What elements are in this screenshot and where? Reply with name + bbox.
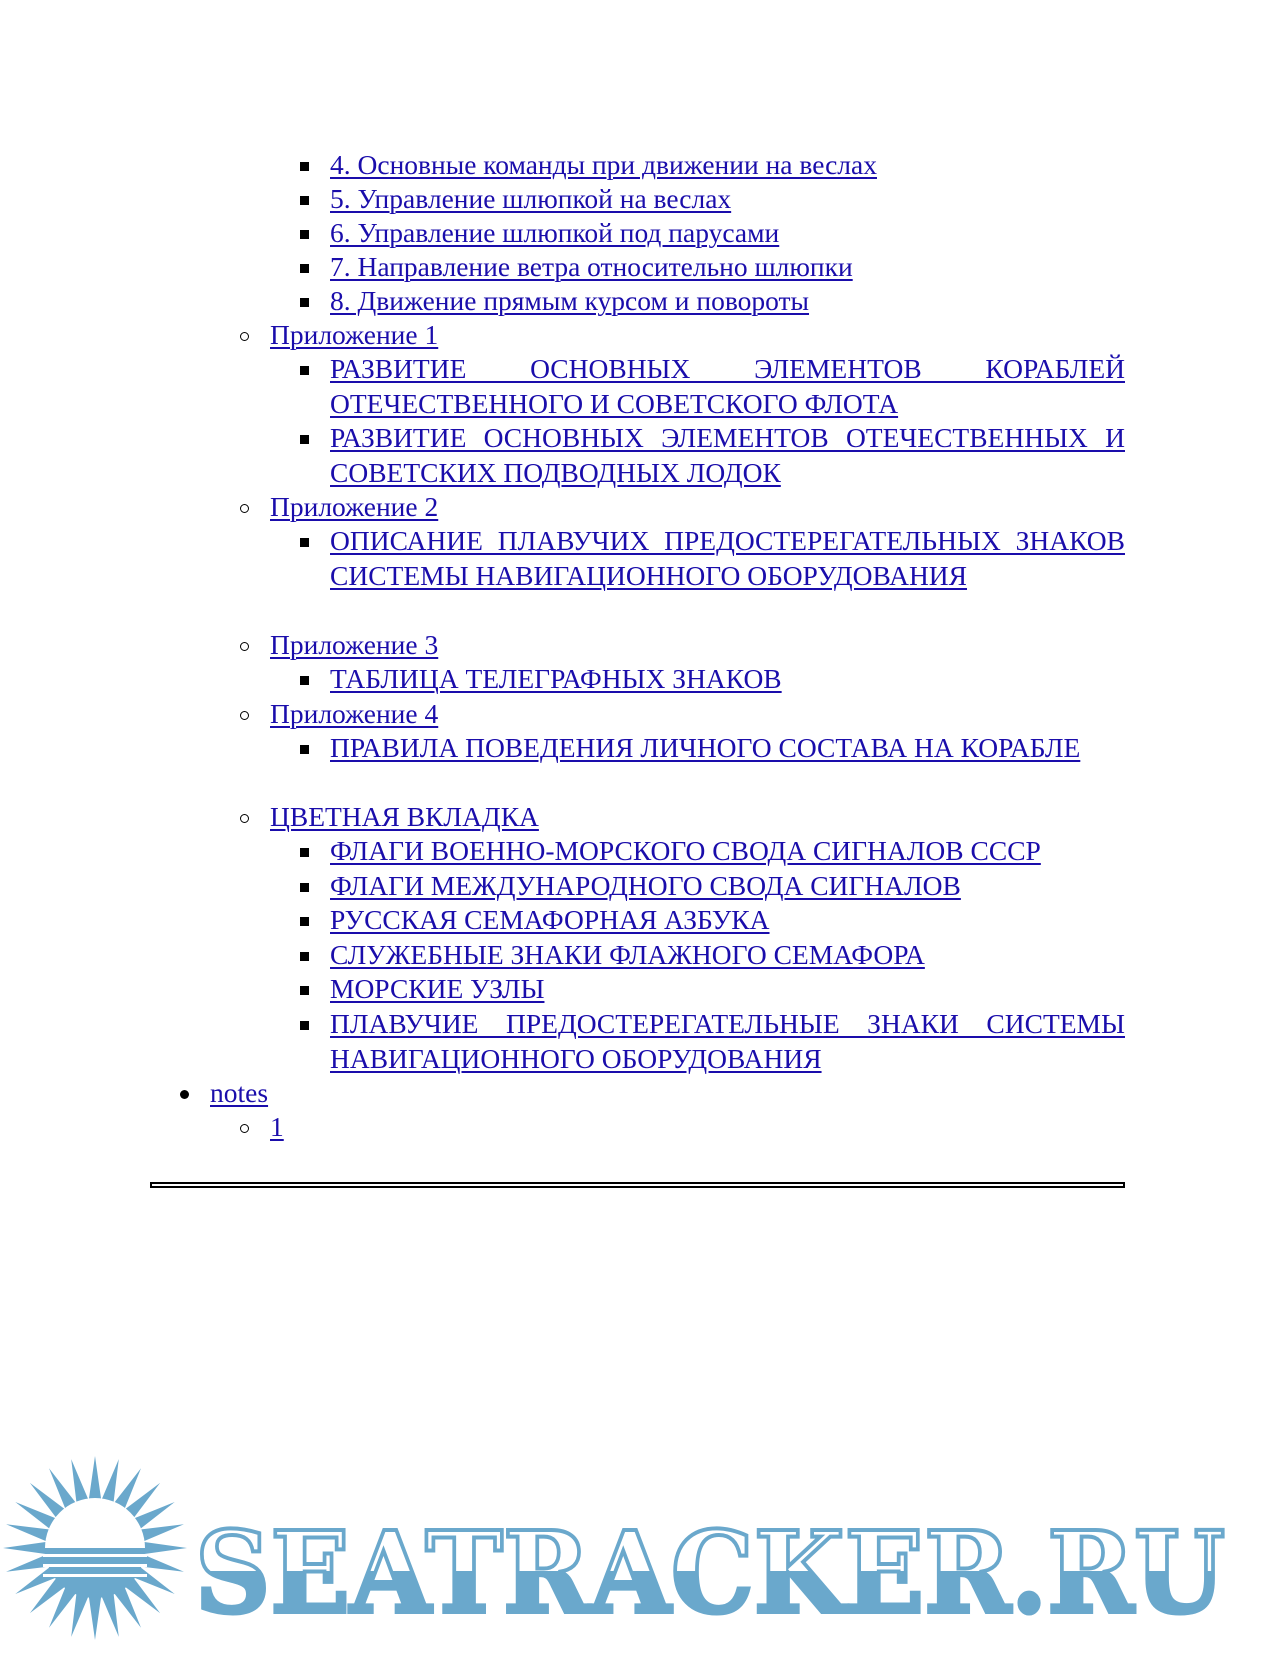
- toc-item: [330, 352, 1125, 421]
- toc-item: [270, 1110, 284, 1145]
- toc-item: [330, 834, 1041, 869]
- toc-link[interactable]: 7. Направление ветра относительно шлюпки: [330, 251, 853, 282]
- toc-link[interactable]: 1: [270, 1111, 284, 1142]
- sun-wave-line: [43, 1574, 147, 1577]
- toc-item: [330, 524, 1125, 593]
- toc-link[interactable]: 8. Движение прямым курсом и повороты: [330, 285, 810, 316]
- bullet-square-icon: [300, 230, 309, 239]
- bullet-circle-icon: [240, 814, 249, 823]
- toc-link[interactable]: ПРАВИЛА ПОВЕДЕНИЯ ЛИЧНОГО СОСТАВА НА КОРАБЛЕ: [330, 732, 1081, 763]
- toc-link[interactable]: РАЗВИТИЕ ОСНОВНЫХ ЭЛЕМЕНТОВ КОРАБЛЕЙ ОТЕЧЕСТВЕННОГО И СОВЕТСКОГО ФЛОТА: [330, 353, 1125, 419]
- bullet-square-icon: [300, 162, 309, 171]
- toc-item: [330, 250, 853, 285]
- toc-link[interactable]: ПЛАВУЧИЕ ПРЕДОСТЕРЕГАТЕЛЬНЫЕ ЗНАКИ СИСТЕМЫ НАВИГАЦИОННОГО ОБОРУДОВАНИЯ: [330, 1008, 1125, 1074]
- toc-item: [330, 938, 925, 973]
- bullet-square-icon: [300, 745, 309, 754]
- toc-item: [330, 972, 544, 1007]
- bullet-square-icon: [300, 264, 309, 273]
- bullet-circle-icon: [240, 1124, 249, 1133]
- toc-item: [330, 903, 770, 938]
- bullet-circle-icon: [240, 504, 249, 513]
- toc-link[interactable]: Приложение 2: [270, 491, 439, 522]
- toc-item: [330, 662, 782, 697]
- sun-wave-line: [43, 1564, 147, 1567]
- toc-link[interactable]: Приложение 4: [270, 698, 439, 729]
- toc-link[interactable]: ОПИСАНИЕ ПЛАВУЧИХ ПРЕДОСТЕРЕГАТЕЛЬНЫХ ЗНАКОВ СИСТЕМЫ НАВИГАЦИОННОГО ОБОРУДОВАНИЯ: [330, 525, 1125, 591]
- toc-item: [210, 1076, 268, 1111]
- toc-item: [270, 490, 438, 525]
- bullet-square-icon: [300, 883, 309, 892]
- watermark-text: SEATRACKER.RU: [195, 1508, 1225, 1639]
- toc-item: [330, 731, 1125, 766]
- bullet-circle-icon: [240, 642, 249, 651]
- horizontal-rule: [150, 1182, 1125, 1188]
- watermark: [0, 1440, 1275, 1650]
- toc-item: [330, 182, 731, 217]
- bullet-square-icon: [300, 848, 309, 857]
- toc-item: [270, 800, 539, 835]
- toc-link[interactable]: 5. Управление шлюпкой на веслах: [330, 183, 732, 214]
- toc-link[interactable]: ФЛАГИ ВОЕННО-МОРСКОГО СВОДА СИГНАЛОВ СССР: [330, 835, 1041, 866]
- bullet-disc-icon: [180, 1090, 189, 1099]
- bullet-square-icon: [300, 366, 309, 375]
- toc-item: [270, 697, 438, 732]
- toc-item: [330, 148, 877, 183]
- bullet-square-icon: [300, 298, 309, 307]
- bullet-circle-icon: [240, 711, 249, 720]
- toc-link[interactable]: Приложение 3: [270, 629, 439, 660]
- bullet-square-icon: [300, 196, 309, 205]
- toc-link[interactable]: МОРСКИЕ УЗЛЫ: [330, 973, 545, 1004]
- toc-link[interactable]: РАЗВИТИЕ ОСНОВНЫХ ЭЛЕМЕНТОВ ОТЕЧЕСТВЕННЫХ И СОВЕТСКИХ ПОДВОДНЫХ ЛОДОК: [330, 422, 1125, 488]
- toc-item: [330, 216, 779, 251]
- bullet-square-icon: [300, 676, 309, 685]
- bullet-square-icon: [300, 435, 309, 444]
- toc-item: [330, 284, 809, 319]
- bullet-square-icon: [300, 1021, 309, 1030]
- toc-item: [270, 318, 438, 353]
- toc-link[interactable]: Приложение 1: [270, 319, 439, 350]
- toc-link[interactable]: РУССКАЯ СЕМАФОРНАЯ АЗБУКА: [330, 904, 770, 935]
- bullet-square-icon: [300, 952, 309, 961]
- sun-wave-line: [43, 1554, 147, 1557]
- toc-link[interactable]: 4. Основные команды при движении на веслах: [330, 149, 877, 180]
- toc-item: [330, 1007, 1125, 1076]
- toc-link[interactable]: ЦВЕТНАЯ ВКЛАДКА: [270, 801, 539, 832]
- toc-link[interactable]: ТАБЛИЦА ТЕЛЕГРАФНЫХ ЗНАКОВ: [330, 663, 782, 694]
- bullet-square-icon: [300, 538, 309, 547]
- sun-burst-logo-icon: [3, 1456, 187, 1640]
- toc-item: [270, 628, 438, 663]
- toc-link[interactable]: СЛУЖЕБНЫЕ ЗНАКИ ФЛАЖНОГО СЕМАФОРА: [330, 939, 925, 970]
- toc-link[interactable]: ФЛАГИ МЕЖДУНАРОДНОГО СВОДА СИГНАЛОВ: [330, 870, 961, 901]
- toc-item: [330, 869, 961, 904]
- toc-link[interactable]: 6. Управление шлюпкой под парусами: [330, 217, 780, 248]
- bullet-square-icon: [300, 986, 309, 995]
- toc-link[interactable]: notes: [210, 1077, 269, 1108]
- toc-item: [330, 421, 1125, 490]
- bullet-circle-icon: [240, 332, 249, 341]
- bullet-square-icon: [300, 917, 309, 926]
- sun-disc-top: [45, 1498, 145, 1548]
